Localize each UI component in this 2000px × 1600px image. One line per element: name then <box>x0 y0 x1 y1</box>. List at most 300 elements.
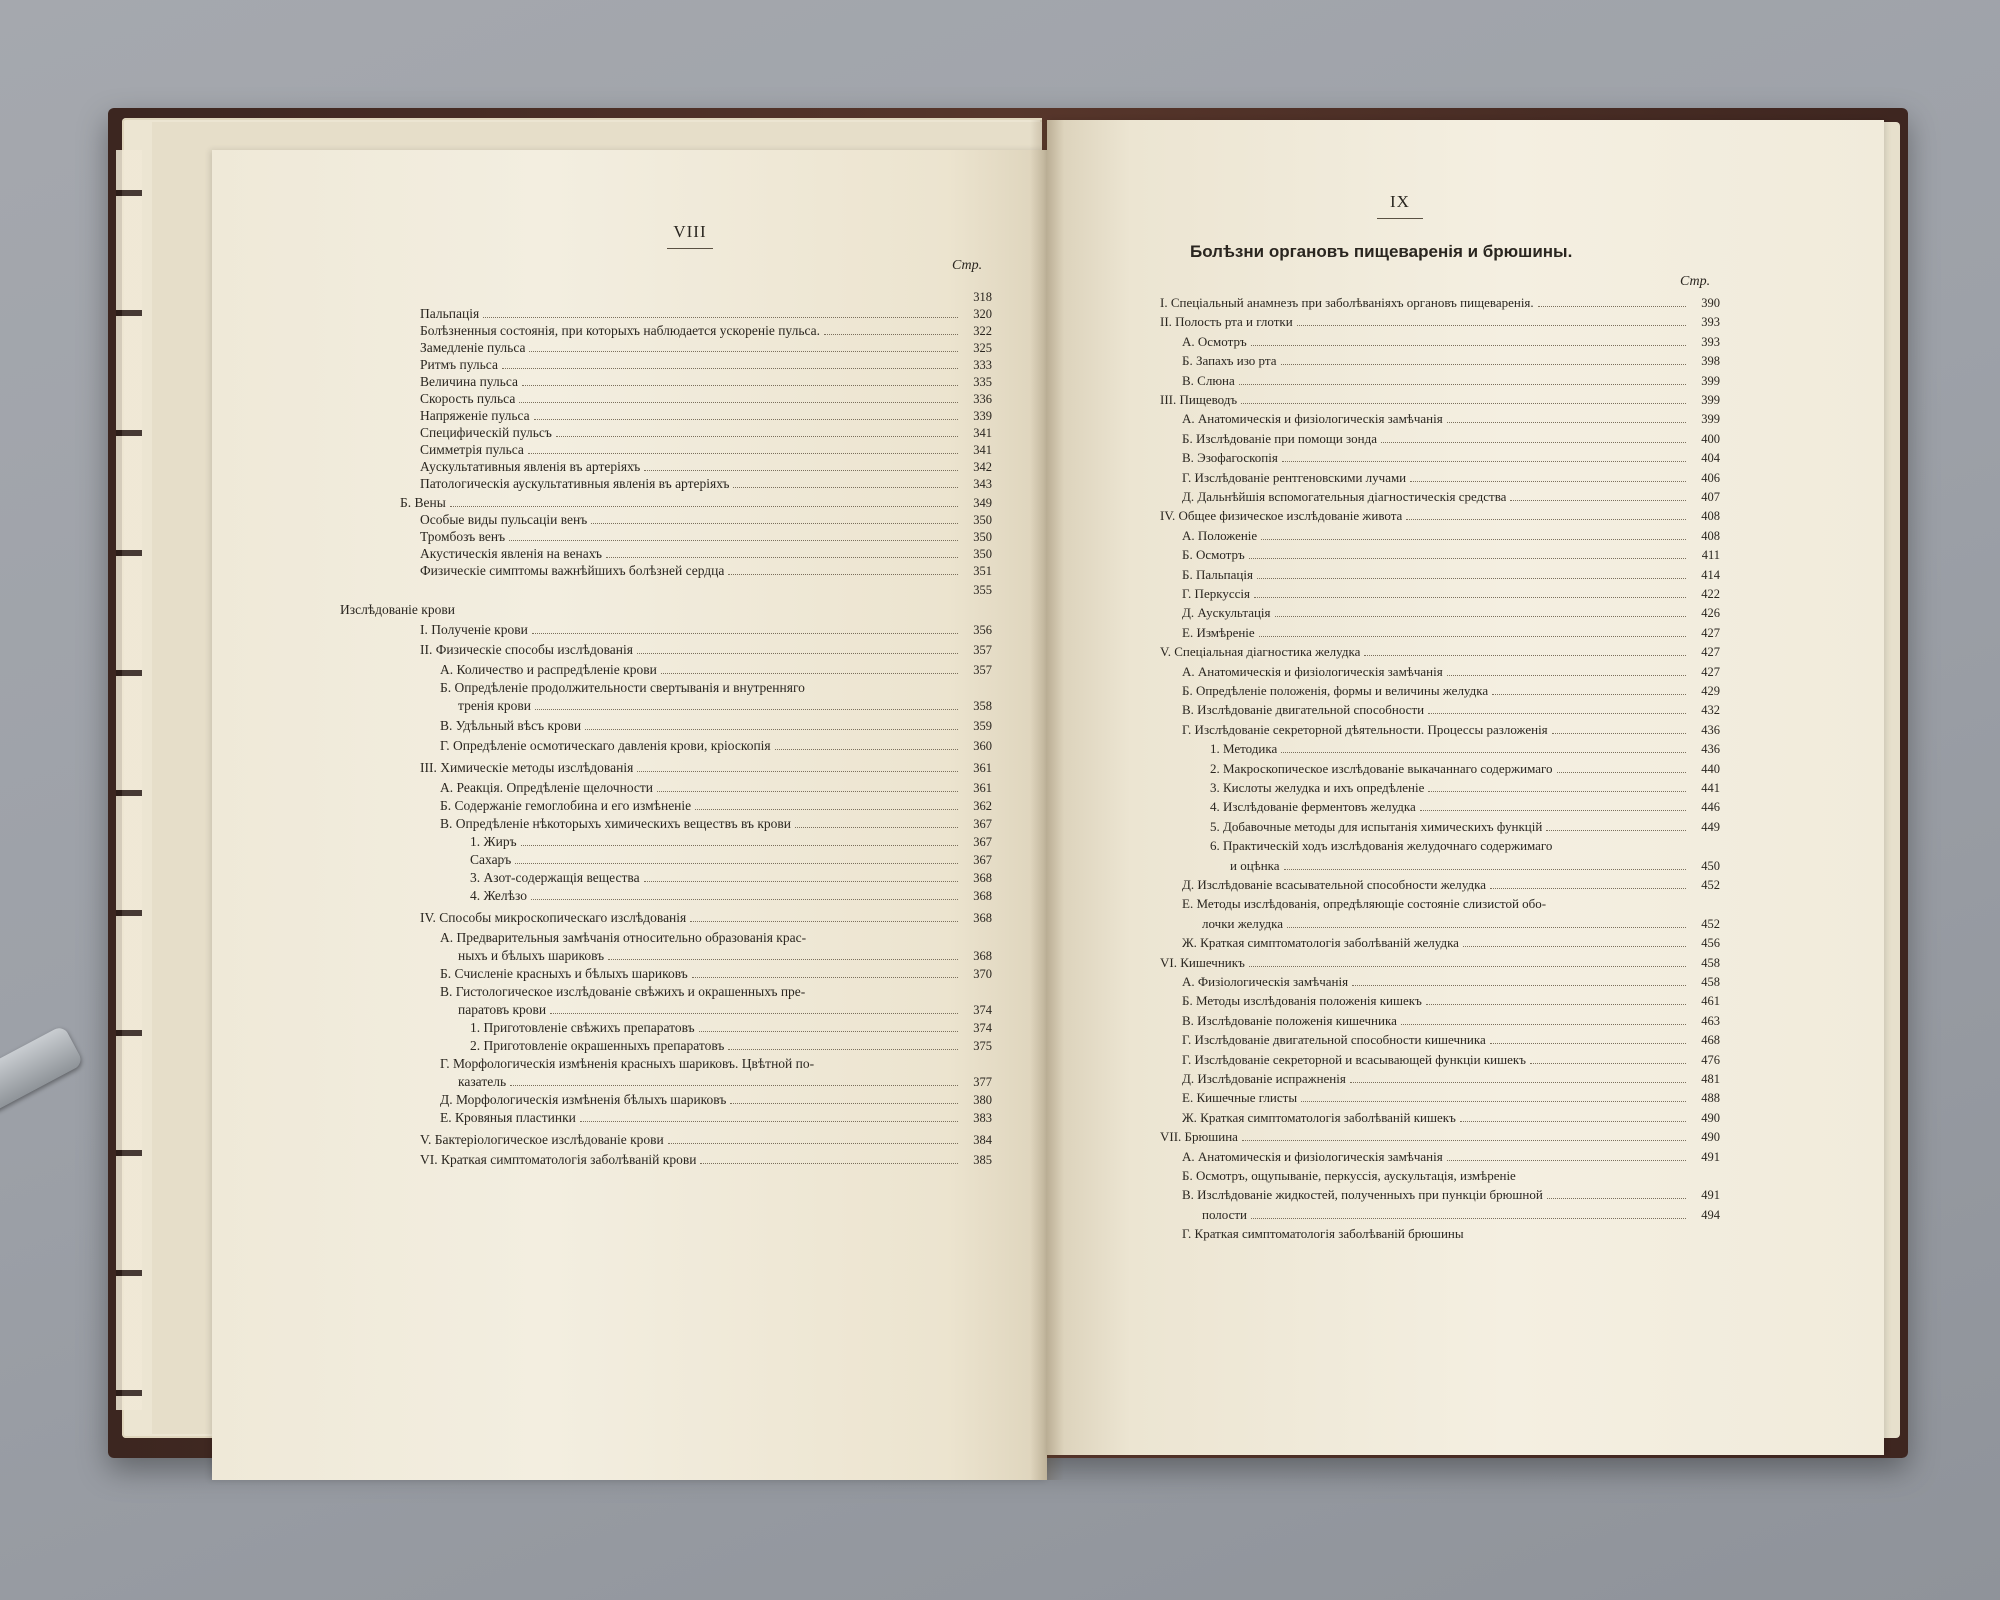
toc-entry-label: Пальпація <box>420 306 480 321</box>
toc-entry-label: Г. Изслѣдованіе рентгеновскими лучами <box>1182 469 1407 485</box>
toc-entry-label: VI. Краткая симптоматологія заболѣваній крови <box>420 1152 697 1167</box>
toc-entry-page: 458 <box>1701 955 1720 970</box>
toc-entry-label: В. Опредѣленіе нѣкоторыхъ химическихъ веществъ въ крови <box>440 816 792 831</box>
toc-entry <box>1182 624 1720 642</box>
toc-entry-page: 322 <box>973 324 992 338</box>
toc-entry-page: 341 <box>973 443 992 457</box>
dot-leader <box>1490 1043 1686 1044</box>
toc-entry-label: Специфическій пульсъ <box>420 425 552 440</box>
dot-leader <box>1297 325 1686 326</box>
toc-entry-label: VII. Брюшина <box>1160 1129 1238 1145</box>
dot-leader <box>1381 442 1686 443</box>
toc-entry-page: 393 <box>1701 315 1720 330</box>
toc-entry-page: 456 <box>1701 936 1720 951</box>
toc-entry-label: Особые виды пульсаціи венъ <box>420 512 588 527</box>
toc-entry-label: А. Анатомическія и физіологическія замѣчанія <box>1182 1148 1443 1164</box>
toc-entry-page: 383 <box>973 1111 992 1125</box>
dot-leader <box>1281 364 1687 365</box>
toc-entry-page: 377 <box>973 1075 992 1089</box>
toc-entry-label: VI. Кишечникъ <box>1160 954 1245 970</box>
toc-entry-page: 361 <box>973 781 992 795</box>
toc-entry-label: Симметрія пульса <box>420 442 524 457</box>
toc-entry-label: Напряженіе пульса <box>420 408 530 423</box>
toc-entry <box>440 1055 992 1073</box>
toc-entry <box>940 581 992 599</box>
dot-leader <box>1447 1160 1686 1161</box>
toc-entry-page: 427 <box>1701 664 1720 679</box>
toc-entry-page: 390 <box>1701 296 1720 310</box>
toc-entry-page: 356 <box>973 623 992 637</box>
toc-entry-label: В. Гистологическое изслѣдованіе свѣжихъ и окрашенныхъ пре- <box>440 984 806 999</box>
toc-entry <box>1182 488 1720 506</box>
dot-leader <box>1275 616 1686 617</box>
dot-leader <box>1420 810 1686 811</box>
toc-entry <box>458 1001 992 1019</box>
toc-entry <box>1182 1012 1720 1030</box>
dot-leader <box>1463 946 1686 947</box>
toc-entry-page: 380 <box>973 1093 992 1107</box>
dot-leader <box>1254 597 1686 598</box>
left-page-contents <box>340 210 1000 1370</box>
dot-leader <box>519 402 958 403</box>
toc-entry <box>1182 546 1720 564</box>
dot-leader <box>1428 713 1686 714</box>
toc-entry-page: 398 <box>1701 354 1720 369</box>
toc-entry-label: Б. Методы изслѣдованія положенія кишекъ <box>1182 993 1422 1009</box>
toc-entry-page: 458 <box>1701 975 1720 989</box>
dot-leader <box>1401 1024 1686 1025</box>
dot-leader <box>1364 655 1686 656</box>
toc-entry-label: Г. Изслѣдованіе двигательной способности кишечника <box>1182 1032 1486 1048</box>
toc-entry-label: Скорость пульса <box>420 391 516 406</box>
toc-entry-label: 2. Макроскопическое изслѣдованіе выкачаннаго содержимаго <box>1210 760 1553 776</box>
toc-entry <box>420 909 992 927</box>
dot-leader <box>1557 772 1686 773</box>
toc-entry-label: В. Изслѣдованіе двигательной способности <box>1182 702 1425 718</box>
toc-entry <box>1182 721 1720 739</box>
toc-entry <box>1182 430 1720 448</box>
dot-leader <box>1352 985 1686 986</box>
toc-entry <box>1210 837 1720 855</box>
toc-entry-page: 362 <box>973 799 992 813</box>
toc-entry-label: Г. Морфологическія измѣненія красныхъ шариковъ. Цвѣтной по- <box>440 1056 815 1071</box>
dot-leader <box>775 749 958 750</box>
toc-entry <box>420 641 992 659</box>
toc-entry-page: 355 <box>973 583 992 597</box>
toc-entry <box>420 305 992 323</box>
toc-entry <box>1182 663 1720 681</box>
dot-leader <box>1257 578 1686 579</box>
toc-entry-page: 490 <box>1701 1110 1720 1125</box>
dot-leader <box>1287 927 1686 928</box>
toc-entry <box>1160 1128 1720 1146</box>
dot-leader <box>515 863 958 864</box>
toc-entry-label: 1. Жиръ <box>470 834 517 849</box>
toc-entry-label: А. Осмотръ <box>1182 333 1247 349</box>
toc-entry <box>1182 1186 1720 1204</box>
toc-entry-label: Б. Опредѣленіе продолжительности свертыванія и внутренняго <box>440 680 805 695</box>
toc-entry-page: 333 <box>973 358 992 372</box>
toc-entry-page: 400 <box>1701 431 1720 446</box>
toc-entry-label: 4. Желѣзо <box>470 888 527 903</box>
toc-entry <box>420 339 992 357</box>
torn-page-edge <box>116 150 142 1410</box>
dot-leader <box>1239 384 1686 385</box>
toc-entry-label: Д. Дальнѣйшія вспомогательныя діагностическія средства <box>1182 489 1507 504</box>
dot-leader <box>1301 1101 1686 1102</box>
toc-entry-page: 399 <box>1701 373 1720 388</box>
toc-entry-page: 351 <box>973 564 992 578</box>
toc-entry <box>1182 1051 1720 1069</box>
section-heading: Болѣзни органовъ пищеваренія и брюшины. <box>1190 242 1573 261</box>
toc-entry-label: Б. Счисленіе красныхъ и бѣлыхъ шариковъ <box>440 966 688 981</box>
toc-entry-page: 490 <box>1701 1130 1720 1145</box>
toc-entry <box>1182 1031 1720 1049</box>
dot-leader <box>1284 869 1686 870</box>
toc-entry <box>1182 1070 1720 1088</box>
dot-leader <box>1249 966 1686 967</box>
toc-entry-label: Б. Осмотръ <box>1182 547 1245 563</box>
page-column-label-left: Стр. <box>952 258 983 273</box>
toc-entry <box>420 621 992 639</box>
toc-entry-page: 446 <box>1701 800 1720 815</box>
toc-entry-page: 436 <box>1701 742 1720 757</box>
toc-entry-page: 367 <box>973 835 992 849</box>
toc-entry-label: Б. Запахъ изо рта <box>1182 353 1277 369</box>
toc-entry-page: 325 <box>973 341 992 355</box>
page-number-left: VIII <box>645 222 735 242</box>
dot-leader <box>1538 306 1686 307</box>
toc-entry-label: 3. Азот-содержащія вещества <box>470 870 640 885</box>
toc-entry <box>1182 701 1720 719</box>
toc-entry <box>1210 818 1720 836</box>
toc-entry <box>420 390 992 408</box>
toc-entry-label: 4. Изслѣдованіе ферментовъ желудка <box>1210 799 1416 815</box>
dot-leader <box>556 436 958 437</box>
dot-leader <box>606 557 958 558</box>
dot-leader <box>608 959 958 960</box>
toc-entry <box>420 759 992 777</box>
toc-entry-page: 422 <box>1701 587 1720 601</box>
toc-entry-label: В. Слюна <box>1182 372 1235 388</box>
dot-leader <box>824 334 958 335</box>
dot-leader <box>1492 694 1686 695</box>
dot-leader <box>695 809 958 810</box>
toc-entry <box>1202 915 1720 933</box>
toc-entry <box>420 545 992 563</box>
toc-entry-label: 3. Кислоты желудка и ихъ опредѣленіе <box>1210 780 1425 795</box>
dot-leader <box>661 673 958 674</box>
dot-leader <box>733 487 958 488</box>
toc-entry <box>1210 779 1720 797</box>
toc-entry <box>440 779 992 797</box>
toc-entry-page: 368 <box>973 871 992 885</box>
toc-entry <box>440 717 992 735</box>
toc-entry-label: III. Химическіе методы изслѣдованія <box>420 760 634 775</box>
toc-entry <box>470 851 992 869</box>
dot-leader <box>1282 461 1686 462</box>
toc-entry-page: 361 <box>973 761 992 775</box>
dot-leader <box>1261 539 1686 540</box>
toc-entry-label: 2. Приготовленіе окрашенныхъ препаратовъ <box>470 1038 725 1053</box>
toc-entry-label: Ж. Краткая симптоматологія заболѣваній кишекъ <box>1182 1109 1456 1125</box>
toc-entry <box>1202 1206 1720 1224</box>
dot-leader <box>1510 500 1686 501</box>
toc-entry <box>1182 992 1720 1010</box>
toc-entry-page: 494 <box>1701 1207 1720 1222</box>
toc-entry-label: I. Полученіе крови <box>420 622 528 637</box>
toc-entry-label: А. Реакція. Опредѣленіе щелочности <box>440 780 654 795</box>
toc-entry-label: Б. Вены <box>400 495 446 510</box>
dot-leader <box>690 921 958 922</box>
dot-leader <box>644 470 958 471</box>
toc-entry-page: 404 <box>1701 451 1720 466</box>
toc-entry-label: Г. Изслѣдованіе секреторной дѣятельности. Процессы разложенія <box>1182 721 1548 737</box>
dot-leader <box>657 791 958 792</box>
toc-entry <box>940 288 992 306</box>
toc-entry <box>1182 585 1720 603</box>
toc-entry-label: Д. Изслѣдованіе испражненія <box>1182 1071 1346 1086</box>
toc-entry <box>400 494 992 512</box>
toc-entry-label: V. Бактеріологическое изслѣдованіе крови <box>420 1132 664 1147</box>
dot-leader <box>502 368 958 369</box>
toc-entry <box>420 562 992 580</box>
toc-entry-page: 414 <box>1701 567 1720 582</box>
toc-entry-label: 5. Добавочные методы для испытанія химическихъ функцій <box>1210 818 1543 834</box>
toc-entry <box>1182 1167 1720 1185</box>
toc-entry-page: 358 <box>973 699 992 713</box>
toc-entry-label: Г. Перкуссія <box>1182 586 1250 601</box>
toc-entry <box>1182 449 1720 467</box>
toc-entry-label: Г. Изслѣдованіе секреторной и всасывающей функціи кишекъ <box>1182 1051 1526 1067</box>
toc-entry-label: Тромбозъ венъ <box>420 529 506 544</box>
toc-entry-page: 408 <box>1701 528 1720 543</box>
toc-entry <box>1182 1148 1720 1166</box>
dot-leader <box>1547 1198 1686 1199</box>
dot-leader <box>644 881 958 882</box>
toc-entry <box>470 833 992 851</box>
toc-entry-label: А. Анатомическія и физіологическія замѣчанія <box>1182 663 1443 679</box>
toc-entry-page: 367 <box>973 853 992 867</box>
dot-leader <box>1251 1218 1686 1219</box>
toc-entry-page: 393 <box>1701 334 1720 349</box>
dot-leader <box>637 653 958 654</box>
toc-entry-label: Е. Кровяныя пластинки <box>440 1110 576 1125</box>
toc-entry-label: полости <box>1202 1206 1248 1222</box>
page-column-label-right: Стр. <box>1680 274 1711 289</box>
toc-entry <box>1160 391 1720 409</box>
toc-entry-page: 491 <box>1701 1188 1720 1203</box>
dot-leader <box>692 977 958 978</box>
dot-leader <box>591 523 958 524</box>
toc-entry-label: Д. Аускультація <box>1182 605 1271 621</box>
dot-leader <box>1251 345 1686 346</box>
toc-entry-page: 341 <box>973 426 992 440</box>
dot-leader <box>580 1121 958 1122</box>
dot-leader <box>1281 752 1686 753</box>
toc-entry <box>1182 352 1720 370</box>
toc-entry-label: IV. Способы микроскопическаго изслѣдованія <box>420 910 687 925</box>
dot-leader <box>728 1049 958 1050</box>
toc-entry-page: 342 <box>973 460 992 474</box>
toc-entry-page: 350 <box>973 547 992 561</box>
toc-entry-page: 374 <box>973 1003 992 1017</box>
toc-entry-label: А. Физіологическія замѣчанія <box>1182 974 1349 989</box>
toc-entry <box>1182 973 1720 991</box>
toc-entry-page: 399 <box>1701 412 1720 427</box>
toc-entry <box>1182 934 1720 952</box>
toc-entry <box>440 661 992 679</box>
toc-entry-label: II. Полость рта и глотки <box>1160 314 1293 330</box>
toc-entry-label: Патологическія аускультативныя явленія въ артеріяхъ <box>420 476 730 491</box>
toc-entry-label: ныхъ и бѣлыхъ шариковъ <box>458 948 605 963</box>
toc-entry <box>440 797 992 815</box>
dot-leader <box>521 845 958 846</box>
dot-leader <box>1259 636 1686 637</box>
toc-entry-page: 432 <box>1701 703 1720 718</box>
toc-entry-page: 368 <box>973 889 992 903</box>
dot-leader <box>637 771 958 772</box>
toc-entry-page: 429 <box>1701 684 1720 698</box>
toc-entry-label: Е. Измѣреніе <box>1182 624 1255 640</box>
toc-entry-label: и оцѣнка <box>1230 857 1280 873</box>
toc-entry <box>440 1091 992 1109</box>
toc-entry-page: 350 <box>973 513 992 527</box>
dot-leader <box>1242 1140 1686 1141</box>
toc-entry-page: 336 <box>973 392 992 406</box>
dot-leader <box>1426 1004 1686 1005</box>
toc-entry <box>1182 604 1720 622</box>
toc-entry <box>440 965 992 983</box>
toc-entry-label: Величина пульса <box>420 374 518 389</box>
dot-leader <box>483 317 958 318</box>
toc-entry-label: I. Спеціальный анамнезъ при заболѣваніяхъ органовъ пищеваренія. <box>1160 295 1534 310</box>
ribbon-marker-clip <box>0 1025 84 1115</box>
dot-leader <box>1406 519 1686 520</box>
toc-entry-label: III. Пищеводъ <box>1160 392 1238 407</box>
dot-leader <box>1552 733 1686 734</box>
toc-entry <box>420 441 992 459</box>
dot-leader <box>1428 791 1686 792</box>
toc-entry <box>1182 1225 1720 1243</box>
toc-entry <box>1182 527 1720 545</box>
toc-entry-label: Д. Изслѣдованіе всасывательной способности желудка <box>1182 877 1486 892</box>
toc-entry <box>1160 313 1720 331</box>
toc-entry <box>420 356 992 374</box>
toc-entry-label: Е. Методы изслѣдованія, опредѣляющіе состояніе слизистой обо- <box>1182 896 1547 912</box>
toc-entry-label: А. Количество и распредѣленіе крови <box>440 662 657 677</box>
toc-entry-label: Сахаръ <box>470 852 512 867</box>
toc-entry <box>440 1109 992 1127</box>
toc-entry <box>470 869 992 887</box>
toc-entry-label: Ритмъ пульса <box>420 357 498 372</box>
toc-entry-label: Аускультативныя явленія въ артеріяхъ <box>420 459 641 474</box>
toc-entry <box>420 1151 992 1169</box>
toc-entry-page: 450 <box>1701 858 1720 873</box>
toc-entry-page: 476 <box>1701 1052 1720 1067</box>
toc-entry-label: Ж. Краткая симптоматологія заболѣваній желудка <box>1182 935 1459 951</box>
toc-entry-page: 350 <box>973 530 992 544</box>
toc-entry <box>420 458 992 476</box>
toc-entry-page: 399 <box>1701 393 1720 407</box>
toc-entry-label: А. Положеніе <box>1182 527 1258 543</box>
dot-leader <box>1249 558 1686 559</box>
toc-entry-label: Изслѣдованіе крови <box>340 602 455 617</box>
toc-entry-page: 407 <box>1701 490 1720 504</box>
dot-leader <box>730 1103 958 1104</box>
toc-entry <box>1230 857 1720 875</box>
toc-entry-page: 368 <box>973 911 992 925</box>
toc-entry-label: Акустическія явленія на венахъ <box>420 546 602 561</box>
toc-entry-label: Г. Опредѣленіе осмотическаго давленія крови, кріоскопія <box>440 738 771 753</box>
toc-entry-label: Болѣзненныя состоянія, при которыхъ наблюдается ускореніе пульса. <box>420 323 821 338</box>
dot-leader <box>1546 830 1686 831</box>
toc-entry-label: В. Изслѣдованіе положенія кишечника <box>1182 1012 1397 1028</box>
dot-leader <box>534 419 958 420</box>
toc-entry-page: 360 <box>973 739 992 753</box>
toc-entry-page: 426 <box>1701 606 1720 621</box>
toc-entry <box>470 1019 992 1037</box>
right-page-contents <box>1160 190 1720 1290</box>
toc-entry-label: В. Удѣльный вѣсъ крови <box>440 718 582 733</box>
toc-entry-label: паратовъ крови <box>458 1002 547 1017</box>
toc-entry-page: 463 <box>1701 1013 1720 1028</box>
toc-entry-label: Б. Опредѣленіе положенія, формы и величины желудка <box>1182 683 1489 698</box>
toc-entry-page: 339 <box>973 409 992 423</box>
toc-entry-page: 375 <box>973 1039 992 1053</box>
toc-entry-label: II. Физическіе способы изслѣдованія <box>420 642 633 657</box>
dot-leader <box>1490 888 1686 889</box>
dot-leader <box>699 1031 958 1032</box>
toc-entry <box>440 815 992 833</box>
dot-leader <box>585 729 958 730</box>
toc-entry-label: Б. Пальпація <box>1182 566 1253 582</box>
toc-entry-page: 368 <box>973 949 992 963</box>
dot-leader <box>1241 403 1686 404</box>
toc-entry <box>1160 954 1720 972</box>
toc-entry <box>440 983 992 1001</box>
toc-entry-page: 349 <box>973 496 992 510</box>
toc-entry-label: В. Изслѣдованіе жидкостей, полученныхъ при пункціи брюшной <box>1182 1187 1543 1203</box>
toc-entry-label: казатель <box>458 1074 507 1089</box>
dot-leader <box>509 540 958 541</box>
toc-entry <box>340 601 992 619</box>
toc-entry <box>420 528 992 546</box>
toc-entry-label: Б. Содержаніе гемоглобина и его измѣненіе <box>440 798 692 813</box>
toc-entry-label: IV. Общее физическое изслѣдованіе живота <box>1160 508 1403 524</box>
toc-entry-label: лочки желудка <box>1202 915 1283 931</box>
toc-entry-page: 491 <box>1701 1149 1720 1164</box>
toc-entry-page: 481 <box>1701 1072 1720 1086</box>
toc-entry <box>1182 876 1720 894</box>
toc-entry-label: Замедленіе пульса <box>420 340 526 355</box>
dot-leader <box>1350 1082 1686 1083</box>
toc-entry-page: 374 <box>973 1021 992 1035</box>
dot-leader <box>528 453 958 454</box>
toc-entry <box>1160 507 1720 525</box>
toc-entry <box>458 947 992 965</box>
toc-entry <box>1182 1089 1720 1107</box>
toc-entry-page: 452 <box>1701 878 1720 892</box>
toc-entry-page: 359 <box>973 719 992 733</box>
toc-entry-page: 370 <box>973 967 992 981</box>
toc-entry-page: 367 <box>973 817 992 831</box>
toc-entry <box>420 407 992 425</box>
toc-entry <box>420 1131 992 1149</box>
toc-entry-page: 343 <box>973 477 992 491</box>
dot-leader <box>1410 481 1686 482</box>
toc-entry-label: 6. Практическій ходъ изслѣдованія желудочнаго содержимаго <box>1210 838 1553 854</box>
